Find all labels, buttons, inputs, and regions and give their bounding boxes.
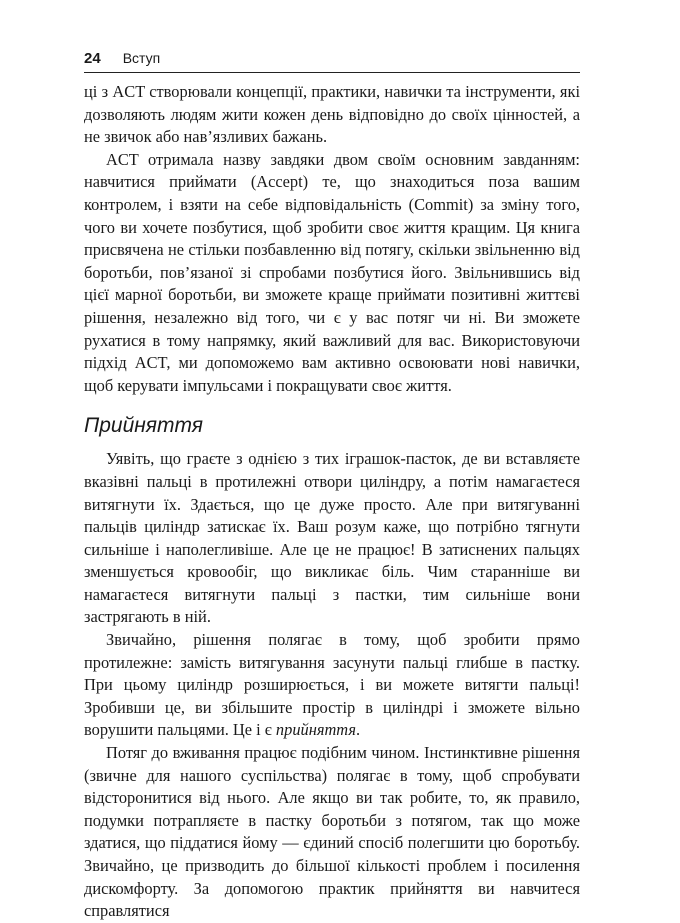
paragraph-solution-text: Звичайно, рішення полягає в тому, щоб зробити прямо протилежне: замість витягування засунути пальці глибше в пастку. При цьому циліндр розширюється, і ви можете витягти пальці! Зробивши це, ви збільшите простір в циліндрі і зможете вільно ворушити пальцями. Це і є: [84, 630, 580, 740]
paragraph-solution-end: .: [355, 720, 361, 740]
paragraph-solution: [84, 629, 580, 742]
paragraph-continued: ці з ACT створювали концепції, практики, навички та інструменти, які дозволяють людям жити кожен день відповідно до своїх цінностей, а не звичок або нав’язливих бажань.: [84, 82, 580, 147]
running-section-title: Вступ: [122, 50, 161, 66]
paragraph-finger-trap: Уявіть, що граєте з однією з тих іграшок-пасток, де ви вставляєте вказівні пальці в протилежні отвори циліндру, а потім намагаєтеся витягнути їх. Здається, що це дуже просто. Але при витягуванні пальців циліндр затискає їх. Ваш розум каже, що потрібно тягнути сильніше і наполегливіше. Але це не працює! В затиснених пальцях зменшується кровообіг, що викликає біль. Чим старанніше ви намагаєтеся витягнути пальці з пастки, тим сильніше вони застрягають в ній.: [84, 449, 580, 627]
book-page: [84, 50, 580, 923]
paragraph-urges: Потяг до вживання працює подібним чином. Інстинктивне рішення (звичне для нашого суспільства) полягає в тому, щоб спробувати відсторонитися від нього. Але якщо ви так робите, то, як правило, подумки потрапляєте в пастку боротьби з потягом, так що може здатися, що піддатися йому — єдиний спосіб полегшити цю боротьбу. Звичайно, це призводить до більшої кількості проблем і посилення дискомфорту. За допомогою практик прийняття ви навчитеся справлятися: [84, 743, 580, 921]
paragraph-act-name: ACT отримала назву завдяки двом своїм основним завданням: навчитися приймати (Accept) те, що знаходиться поза вашим контролем, і взяти на себе відповідальність (Commit) за зміну того, чого ви хочете позбутися, щоб зробити своє життя кращим. Ця книга присвячена не стільки позбавленню від потягу, скільки звільненню від боротьби, пов’язаної зі спробами позбутися його. Звільнившись від цієї марної боротьби, ви зможете краще приймати позитивні життєві рішення, незалежно від того, чи є у вас потяг чи ні. Ви зможете рухатися в тому напрямку, який важливий для вас. Використовуючи підхід ACT, ми допоможемо вам активно освоювати нові навички, щоб керувати імпульсами і покращувати своє життя.: [84, 149, 580, 395]
page-number: 24: [84, 50, 101, 67]
emphasis-acceptance: прийняття: [275, 720, 356, 740]
running-header: [84, 50, 580, 73]
section-heading: Прийняття: [84, 414, 203, 438]
body-text: [84, 81, 580, 923]
